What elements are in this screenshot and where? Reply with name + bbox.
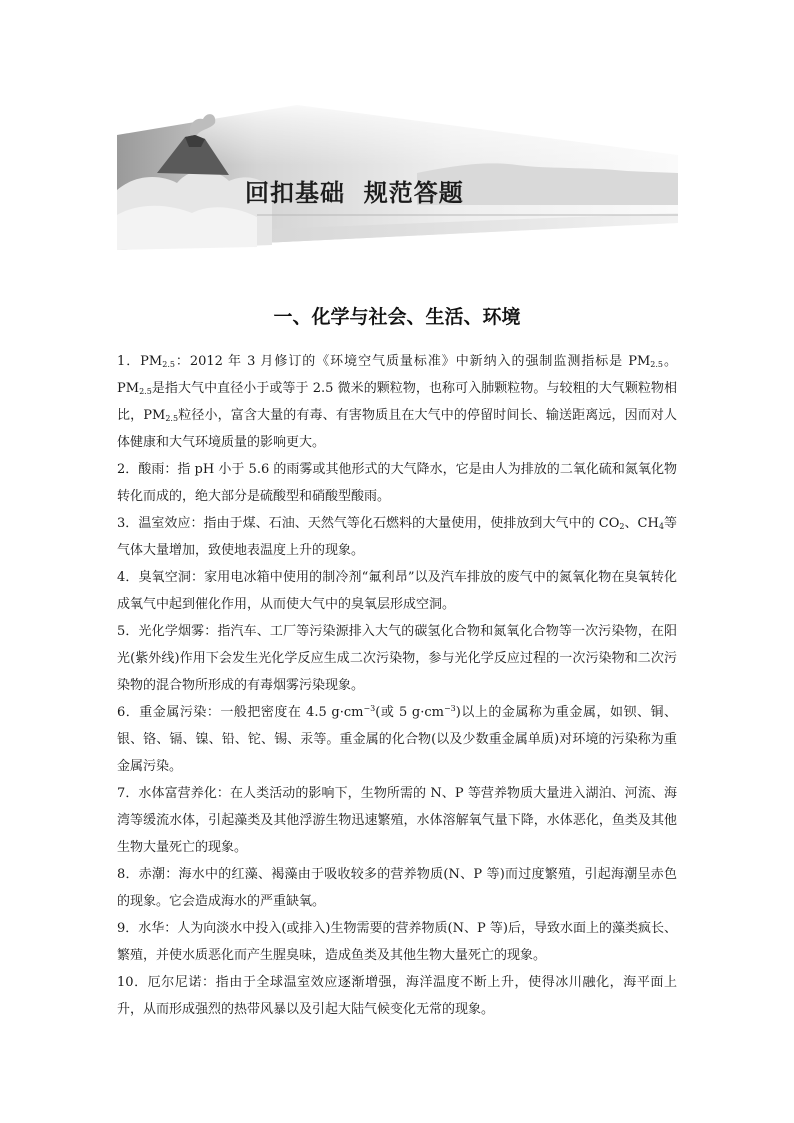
item-text: 1．PM xyxy=(117,354,163,369)
subscript: 2.5 xyxy=(165,414,179,423)
list-item-red-tide: 8．赤潮：海水中的红藻、褐藻由于吸收较多的营养物质(N、P 等)而过度繁殖，引起海潮呈赤色的现象。它会造成海水的严重缺氧。 xyxy=(117,867,677,909)
banner-title: 回扣基础 规范答题 xyxy=(245,179,464,207)
item-text: 是指大气中直径小于或等于 2.5 微米的颗粒物，也称可入肺颗粒物。与较粗的大气颗粒物相比，PM xyxy=(117,381,677,423)
superscript: −3 xyxy=(443,704,456,713)
subscript: 2 xyxy=(619,522,625,531)
list-item-heavy-metal xyxy=(117,699,677,780)
subscript: 2.5 xyxy=(650,360,664,369)
list-item-algal-bloom: 9．水华：人为向淡水中投入(或排入)生物需要的营养物质(N、P 等)后，导致水面上的藻类疯长、繁殖，并使水质恶化而产生腥臭味，造成鱼类及其他生物大量死亡的现象。 xyxy=(117,921,677,963)
list-item-greenhouse xyxy=(117,510,677,564)
content-list xyxy=(117,348,677,1023)
section-heading: 一、化学与社会、生活、环境 xyxy=(273,306,521,328)
item-text: 粒径小，富含大量的有毒、有害物质且在大气中的停留时间长、输送距离远，因而对人体健康和大气环境质量的影响更大。 xyxy=(117,408,677,450)
list-item-ozone-hole: 4．臭氧空洞：家用电冰箱中使用的制冷剂“氟利昂”以及汽车排放的废气中的氮氧化物在臭氧转化成氧气中起到催化作用，从而使大气中的臭氧层形成空洞。 xyxy=(117,570,677,612)
list-item-pm25 xyxy=(117,348,677,456)
subscript: 2.5 xyxy=(162,360,175,369)
item-text: 。PM xyxy=(117,354,677,396)
item-text: 等气体大量增加，致使地表温度上升的现象。 xyxy=(117,516,677,558)
list-item-el-nino: 10．厄尔尼诺：指由于全球温室效应逐渐增强，海洋温度不断上升，使得冰川融化，海平面上升，从而形成强烈的热带风暴以及引起大陆气候变化无常的现象。 xyxy=(117,975,677,1017)
list-item-photochemical-smog: 5．光化学烟雾：指汽车、工厂等污染源排入大气的碳氢化合物和氮氧化合物等一次污染物，在阳光(紫外线)作用下会发生光化学反应生成二次污染物，参与光化学反应过程的一次污染物和二次污染物的混合物所形成的有毒烟雾污染现象。 xyxy=(117,624,677,693)
item-text: ：2012 年 3 月修订的《环境空气质量标准》中新纳入的强制监测指标是 PM xyxy=(174,354,651,369)
subscript: 2.5 xyxy=(139,387,152,396)
item-text: (或 5 g·cm xyxy=(375,705,444,720)
superscript: −3 xyxy=(363,704,376,713)
section-banner xyxy=(117,95,678,250)
subscript: 4 xyxy=(658,522,664,531)
item-text: )以上的金属称为重金属，如钡、铜、银、铬、镉、镍、铅、铊、锡、汞等。重金属的化合物(以及少数重金属单质)对环境的污染称为重金属污染。 xyxy=(117,705,678,774)
list-item-acid-rain: 2．酸雨：指 pH 小于 5.6 的雨雾或其他形式的大气降水，它是由人为排放的二氧化硫和氮氧化物转化而成的，绝大部分是硫酸型和硝酸型酸雨。 xyxy=(117,462,677,504)
list-item-eutrophication: 7．水体富营养化：在人类活动的影响下，生物所需的 N、P 等营养物质大量进入湖泊、河流、海湾等缓流水体，引起藻类及其他浮游生物迅速繁殖，水体溶解氧气量下降，水体恶化，鱼类及其他生物大量死亡的现象。 xyxy=(117,786,677,855)
item-text: 6．重金属污染：一般把密度在 4.5 g·cm xyxy=(117,705,364,720)
item-text: 3．温室效应：指由于煤、石油、天然气等化石燃料的大量使用，使排放到大气中的 CO xyxy=(117,516,620,531)
item-text: 、CH xyxy=(624,516,659,531)
